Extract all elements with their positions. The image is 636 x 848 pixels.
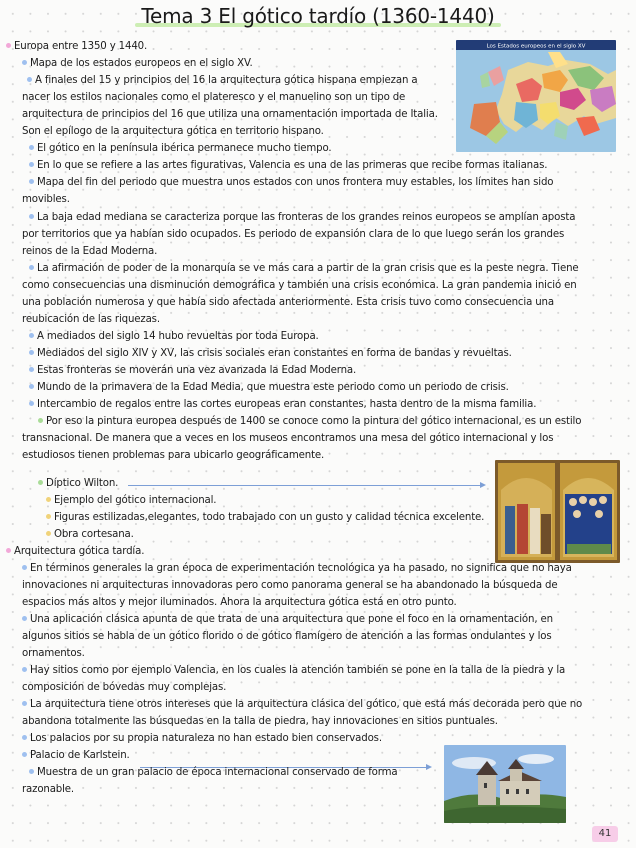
blue-bullet-icon xyxy=(22,565,27,570)
note-line: Por eso la pintura europea después de 1400 se conoce como la pintura del gótico internacional, es un estilo xyxy=(38,415,581,429)
europe-map-image xyxy=(456,40,616,152)
note-line: Muestra de un gran palacio de época internacional conservado de forma xyxy=(29,766,397,780)
note-line: razonable. xyxy=(22,784,75,795)
wilton-diptych-image xyxy=(495,460,620,563)
note-line: Mapa del fin del periodo que muestra unos estados con unos frontera muy estables, los límites han sido xyxy=(29,176,553,190)
note-line: La afirmación de poder de la monarquía se ve más cara a partir de la gran crisis que es la peste negra. Tiene xyxy=(29,262,579,276)
note-line: Obra cortesana. xyxy=(46,528,134,542)
note-line: ornamentos. xyxy=(22,648,85,659)
note-line: espacios más altos y mejor iluminados. Ahora la arquitectura gótica está en otro punto. xyxy=(22,597,457,608)
note-line: reubicación de las riquezas. xyxy=(22,314,160,325)
note-line: A mediados del siglo 14 hubo revueltas por toda Europa. xyxy=(29,330,319,344)
note-line: Mediados del siglo XIV y XV, las crisis sociales eran constantes en forma de bandas y revueltas. xyxy=(29,347,512,361)
note-line: Díptico Wilton. xyxy=(38,477,118,491)
note-line: Estas fronteras se moverán una vez avanzada la Edad Moderna. xyxy=(29,364,356,378)
note-line: transnacional. De manera que a veces en los museos encontramos una mesa del gótico internacional y los xyxy=(22,433,554,444)
yellow-bullet-icon xyxy=(46,514,51,519)
blue-bullet-icon xyxy=(22,701,27,706)
blue-bullet-icon xyxy=(29,265,34,270)
blue-bullet-icon xyxy=(29,367,34,372)
blue-bullet-icon xyxy=(29,179,34,184)
blue-bullet-icon xyxy=(29,162,34,167)
note-line: La arquitectura tiene otros intereses que la arquitectura clásica del gótico, que está más decorada pero que no xyxy=(22,698,582,712)
note-line: En términos generales la gran época de experimentación tecnológica ya ha pasado, no significa que no haya xyxy=(22,562,572,576)
blue-bullet-icon xyxy=(29,214,34,219)
note-line: Son el epílogo de la arquitectura gótica en territorio hispano. xyxy=(22,126,324,137)
note-line: A finales del 15 y principios del 16 la arquitectura gótica hispana empiezan a xyxy=(27,74,417,88)
note-line: Mapa de los estados europeos en el siglo XV. xyxy=(22,57,253,71)
note-line: reinos de la Edad Moderna. xyxy=(22,246,158,257)
yellow-bullet-icon xyxy=(46,497,51,502)
blue-bullet-icon xyxy=(29,350,34,355)
page-number: 41 xyxy=(592,826,618,842)
note-line: como consecuencias una disminución demográfica y también una crisis económica. La gran pandemia inició en xyxy=(22,280,577,291)
note-line: estudiosos tienen problemas para ubicarlo geográficamente. xyxy=(22,450,325,461)
note-line: El gótico en la península ibérica permanece mucho tiempo. xyxy=(29,142,331,156)
page-title xyxy=(137,4,498,28)
green-bullet-icon xyxy=(38,480,43,485)
wilton-arrow xyxy=(128,485,484,486)
note-line: arquitectura de principios del 16 que utiliza una ornamentación importada de Italia. xyxy=(22,109,438,120)
karlstein-castle-image xyxy=(444,745,566,823)
karlstein-castle-graphic xyxy=(444,745,566,823)
note-line: Los palacios por su propia naturaleza no han estado bien conservados. xyxy=(22,732,382,746)
note-line: Mundo de la primavera de la Edad Media, que muestra este periodo como un periodo de crisis. xyxy=(29,381,509,395)
blue-bullet-icon xyxy=(29,384,34,389)
note-line: una población numerosa y que había sido afectada anteriormente. Esta crisis tuvo como consecuencia una xyxy=(22,297,554,308)
wilton-diptych-graphic xyxy=(495,460,620,563)
note-line: Europa entre 1350 y 1440. xyxy=(6,40,147,54)
title-wrap xyxy=(0,4,636,28)
pink-bullet-icon xyxy=(6,548,11,553)
green-bullet-icon xyxy=(38,418,43,423)
note-line: La baja edad mediana se caracteriza porque las fronteras de los grandes reinos europeos se amplían aposta xyxy=(29,211,575,225)
note-line: composición de bóvedas muy complejas. xyxy=(22,682,227,693)
pink-bullet-icon xyxy=(6,43,11,48)
note-line: Intercambio de regalos entre las cortes europeas eran constantes, hasta dentro de la misma familia. xyxy=(29,398,536,412)
note-line: innovaciones ni arquitecturas innovadoras pero como panorama general se ha abandonado la búsqueda de xyxy=(22,580,558,591)
page-title-text: Tema 3 El gótico tardío (1360-1440) xyxy=(141,4,495,28)
map-caption: Los Estados europeos en el siglo XV xyxy=(486,43,586,50)
note-line: En lo que se refiere a las artes figurativas, Valencia es una de las primeras que recibe formas italianas. xyxy=(29,159,547,173)
note-line: Hay sitios como por ejemplo Valencia, en los cuales la atención también se pone en la talla de la piedra y la xyxy=(22,664,565,678)
europe-map-graphic xyxy=(456,40,616,152)
note-line: Una aplicación clásica apunta de que trata de una arquitectura que pone el foco en la ornamentación, en xyxy=(22,613,553,627)
note-line: algunos sitios se habla de un gótico florido o de gótico flamígero de atención a las formas ondulantes y los xyxy=(22,631,552,642)
note-line: nacer los estilos nacionales como el plateresco y el manuelino son un tipo de xyxy=(22,92,406,103)
blue-bullet-icon xyxy=(29,145,34,150)
note-line: Arquitectura gótica tardía. xyxy=(6,545,144,559)
blue-bullet-icon xyxy=(22,667,27,672)
yellow-bullet-icon xyxy=(46,531,51,536)
note-line: abandona totalmente las búsquedas en la talla de piedra, hay innovaciones en sitios puntuales. xyxy=(22,716,498,727)
note-line: por territorios que ya habían sido ocupados. Es periodo de expansión clara de lo que luego serán los grandes xyxy=(22,229,565,240)
blue-bullet-icon xyxy=(22,616,27,621)
blue-bullet-icon xyxy=(27,77,32,82)
note-line: Figuras estilizadas,elegantes, todo trabajado con un gusto y calidad técnica excelente. xyxy=(46,511,484,525)
note-line: Ejemplo del gótico internacional. xyxy=(46,494,216,508)
blue-bullet-icon xyxy=(22,752,27,757)
blue-bullet-icon xyxy=(22,735,27,740)
blue-bullet-icon xyxy=(29,333,34,338)
note-line: Palacio de Karlstein. xyxy=(22,749,130,763)
blue-bullet-icon xyxy=(29,401,34,406)
note-line: movibles. xyxy=(22,194,70,205)
blue-bullet-icon xyxy=(22,60,27,65)
blue-bullet-icon xyxy=(29,769,34,774)
